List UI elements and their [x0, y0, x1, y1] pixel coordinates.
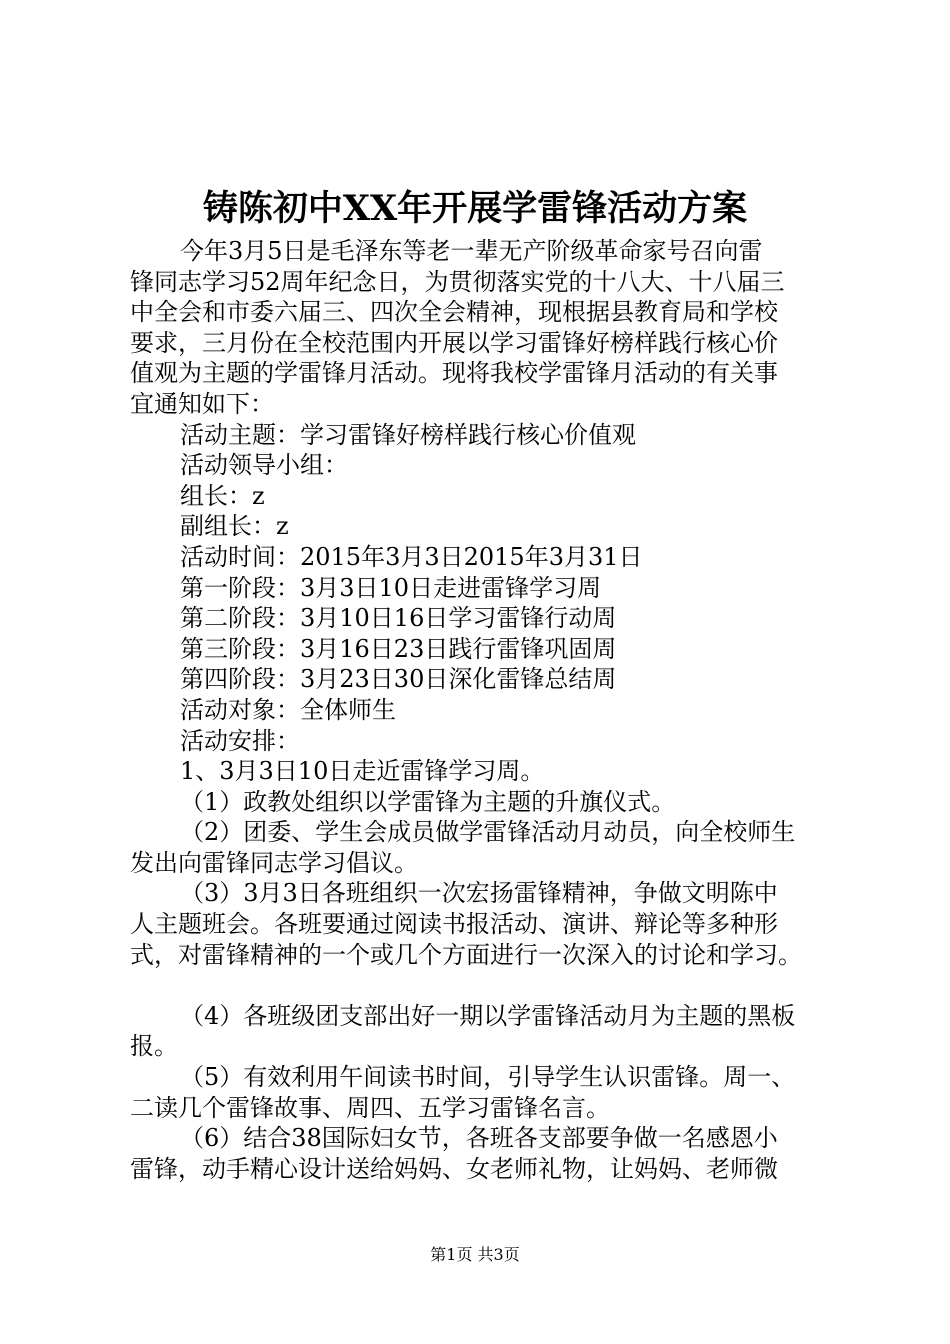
activity-theme: 活动主题：学习雷锋好榜样践行核心价值观	[180, 420, 636, 449]
deputy-group-leader: 副组长：z	[180, 512, 289, 541]
phase-1: 第一阶段：3月3日10日走进雷锋学习周	[180, 573, 602, 602]
paragraph-line: 今年3月5日是毛泽东等老一辈无产阶级革命家号召向雷	[180, 237, 763, 265]
blank-line	[130, 970, 835, 1001]
sub-item-1: （1）政教处组织以学雷锋为主题的升旗仪式。	[180, 787, 676, 816]
sub-item-6: （6）结合38国际妇女节，各班各支部要争做一名感恩小	[180, 1124, 778, 1153]
paragraph-line: 人主题班会。各班要通过阅读书报活动、演讲、辩论等多种形	[130, 910, 778, 939]
page-footer: 第1页 共3页	[430, 1245, 520, 1264]
activity-time: 活动时间：2015年3月3日2015年3月31日	[180, 542, 643, 571]
leadership-group-heading: 活动领导小组：	[180, 451, 348, 480]
paragraph-line: 锋同志学习52周年纪念日，为贯彻落实党的十八大、十八届三	[130, 267, 785, 296]
paragraph-line: 值观为主题的学雷锋月活动。现将我校学雷锋月活动的有关事	[130, 359, 778, 388]
paragraph-line: 二读几个雷锋故事、周四、五学习雷锋名言。	[130, 1093, 610, 1122]
phase-3: 第三阶段：3月16日23日践行雷锋巩固周	[180, 634, 617, 663]
sub-item-3: （3）3月3日各班组织一次宏扬雷锋精神，争做文明陈中	[180, 879, 778, 908]
sub-item-2: （2）团委、学生会成员做学雷锋活动月动员，向全校师生	[180, 818, 796, 847]
paragraph-line: 发出向雷锋同志学习倡议。	[130, 848, 418, 877]
document-body	[130, 236, 835, 1184]
arrangement-item-1: 1、3月3日10日走近雷锋学习周。	[180, 757, 545, 786]
sub-item-4: （4）各班级团支部出好一期以学雷锋活动月为主题的黑板	[180, 1001, 796, 1030]
paragraph-line: 雷锋，动手精心设计送给妈妈、女老师礼物，让妈妈、老师微	[130, 1154, 778, 1183]
activity-target: 活动对象：全体师生	[180, 695, 396, 724]
paragraph-line: 报。	[130, 1032, 178, 1061]
document-title: 铸陈初中XX年开展学雷锋活动方案	[202, 188, 748, 229]
paragraph-line: 要求，三月份在全校范围内开展以学习雷锋好榜样践行核心价	[130, 328, 778, 357]
activity-arrangement-heading: 活动安排：	[180, 726, 300, 755]
phase-2: 第二阶段：3月10日16日学习雷锋行动周	[180, 604, 617, 633]
phase-4: 第四阶段：3月23日30日深化雷锋总结周	[180, 665, 617, 694]
group-leader: 组长：z	[180, 481, 265, 510]
paragraph-line: 式，对雷锋精神的一个或几个方面进行一次深入的讨论和学习。	[130, 940, 802, 969]
paragraph-line: 宜通知如下：	[130, 389, 274, 418]
sub-item-5: （5）有效利用午间读书时间，引导学生认识雷锋。周一、	[180, 1063, 796, 1092]
paragraph-line: 中全会和市委六届三、四次全会精神，现根据县教育局和学校	[130, 298, 778, 327]
